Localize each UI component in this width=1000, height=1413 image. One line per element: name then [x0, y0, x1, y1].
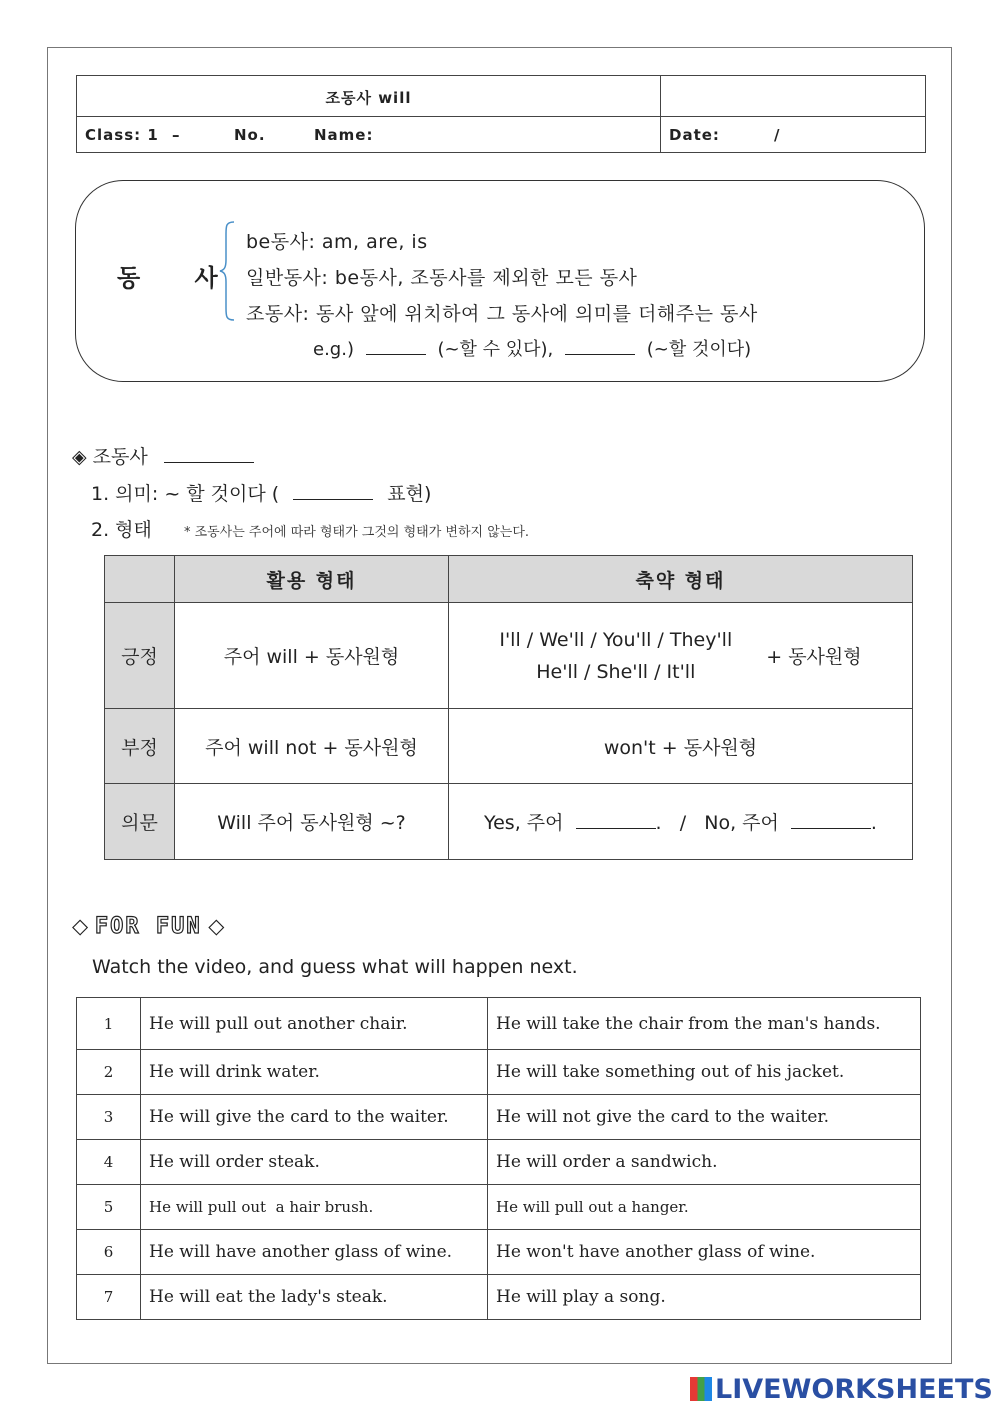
form-note: * 조동사는 주어에 따라 형태가 그것의 형태가 변하지 않는다. [183, 525, 530, 540]
table-row [77, 1140, 921, 1185]
for-fun-title: FOR FUN [94, 914, 202, 939]
section-heading-text: ◈ 조동사 [72, 446, 148, 468]
curly-brace-icon [218, 220, 238, 322]
positive-use: 주어 will + 동사원형 [175, 603, 449, 709]
answer-end: . [870, 812, 877, 834]
fun-instruction: Watch the video, and guess what will happen next. [92, 956, 578, 978]
example-will-meaning: (~할 것이다) [646, 339, 752, 360]
row-label-negative: 부정 [105, 709, 175, 784]
meaning-line [91, 479, 431, 506]
option-b[interactable]: He will take something out of his jacket. [488, 1050, 921, 1095]
meaning-suffix: 표현) [387, 483, 432, 505]
answer-no-text: . / No, 주어 [655, 812, 779, 834]
row-label-question: 의문 [105, 784, 175, 860]
option-b[interactable]: He will pull out a hanger. [488, 1185, 921, 1230]
worksheet-title: 조동사 will [325, 89, 412, 107]
answer-yes-blank[interactable] [576, 812, 656, 829]
date-slash: / [774, 126, 781, 144]
option-a[interactable]: He will pull out a hair brush. [141, 1185, 488, 1230]
question-use: Will 주어 동사원형 ~? [175, 784, 449, 860]
negative-contraction: won't + 동사원형 [449, 709, 913, 784]
answer-no-blank[interactable] [791, 812, 871, 829]
for-fun-heading [72, 914, 224, 939]
auxiliary-verb-definition: 조동사: 동사 앞에 위치하여 그 동사에 의미를 더해주는 동사 [246, 303, 758, 325]
general-verb-definition: 일반동사: be동사, 조동사를 제외한 모든 동사 [246, 267, 638, 289]
grammar-row-question [105, 784, 913, 860]
diamond-icon-right: ◇ [208, 914, 225, 938]
grammar-row-negative [105, 709, 913, 784]
option-b[interactable]: He will take the chair from the man's hands. [488, 998, 921, 1050]
meaning-blank[interactable] [293, 483, 373, 500]
table-row [77, 1050, 921, 1095]
option-b[interactable]: He will play a song. [488, 1275, 921, 1320]
verb-label [117, 258, 220, 293]
answer-yes-text: Yes, 주어 [484, 812, 564, 834]
grammar-row-positive [105, 603, 913, 709]
logo-icon [690, 1377, 712, 1401]
date-label: Date: [669, 126, 720, 144]
row-number: 2 [77, 1050, 141, 1095]
option-a[interactable]: He will pull out another chair. [141, 998, 488, 1050]
table-row [77, 1095, 921, 1140]
verb-label-char-2: 사 [194, 264, 220, 292]
prediction-table [76, 997, 921, 1320]
example-blank-2[interactable] [565, 338, 635, 355]
row-number: 7 [77, 1275, 141, 1320]
liveworksheets-logo [690, 1374, 993, 1405]
logo-text: LIVEWORKSHEETS [715, 1374, 993, 1405]
heading-blank[interactable] [164, 446, 254, 463]
row-label-positive: 긍정 [105, 603, 175, 709]
form-line [91, 515, 529, 542]
row-number: 4 [77, 1140, 141, 1185]
example-line [313, 335, 751, 361]
number-label: No. [234, 126, 266, 144]
table-row [77, 1185, 921, 1230]
row-number: 3 [77, 1095, 141, 1140]
grammar-header-use: 활용 형태 [175, 556, 449, 603]
example-can-meaning: (~할 수 있다), [437, 339, 554, 360]
table-row [77, 1230, 921, 1275]
option-b[interactable]: He won't have another glass of wine. [488, 1230, 921, 1275]
option-a[interactable]: He will drink water. [141, 1050, 488, 1095]
option-a[interactable]: He will give the card to the waiter. [141, 1095, 488, 1140]
contraction-forms-line2: He'll / She'll / It'll [536, 660, 696, 683]
option-b[interactable]: He will order a sandwich. [488, 1140, 921, 1185]
option-b[interactable]: He will not give the card to the waiter. [488, 1095, 921, 1140]
negative-use: 주어 will not + 동사원형 [175, 709, 449, 784]
contraction-forms-line1: I'll / We'll / You'll / They'll [499, 628, 733, 651]
example-prefix: e.g.) [313, 339, 354, 360]
section-heading [72, 442, 254, 469]
question-answers [449, 784, 913, 860]
form-text: 2. 형태 [91, 519, 152, 541]
table-row [77, 1275, 921, 1320]
meaning-text: 1. 의미: ~ 할 것이다 ( [91, 483, 280, 505]
diamond-icon-left: ◇ [72, 914, 89, 938]
example-blank-1[interactable] [366, 338, 426, 355]
class-label: Class: 1 [85, 126, 159, 144]
contraction-plus-verb: + 동사원형 [766, 646, 862, 668]
table-row [77, 998, 921, 1050]
row-number: 5 [77, 1185, 141, 1230]
option-a[interactable]: He will order steak. [141, 1140, 488, 1185]
positive-contraction [449, 603, 913, 709]
row-number: 1 [77, 998, 141, 1050]
option-a[interactable]: He will have another glass of wine. [141, 1230, 488, 1275]
name-label: Name: [314, 126, 374, 144]
grammar-table [104, 555, 913, 860]
be-verb-definition: be동사: am, are, is [246, 231, 428, 253]
grammar-header-contraction: 축약 형태 [449, 556, 913, 603]
option-a[interactable]: He will eat the lady's steak. [141, 1275, 488, 1320]
grammar-header-empty [105, 556, 175, 603]
header-divider [660, 76, 661, 152]
class-dash: – [172, 126, 181, 144]
row-number: 6 [77, 1230, 141, 1275]
header-table [76, 75, 926, 153]
verb-label-char-1: 동 [117, 264, 143, 292]
